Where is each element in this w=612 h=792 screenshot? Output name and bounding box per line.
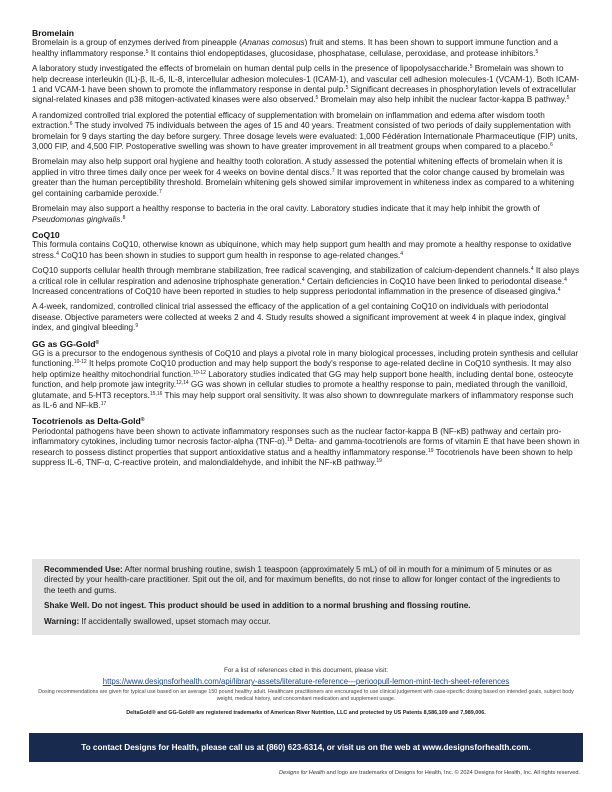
citation: 19: [427, 447, 434, 454]
citation: 6: [550, 142, 553, 149]
citation: 6: [69, 121, 73, 128]
contact-banner: To contact Designs for Health, please call us at (860) 623-6314, or visit us on the web at www.designsforhealth.com.: [29, 733, 583, 762]
coq10-paragraph-1: This formula contains CoQ10, otherwise known as ubiquinone, which may help support gum health and may promote a healthy response to oxidative stress.$^4$ CoQ10 has been shown in studies to support gum health in response to age-related changes.$^4$: [32, 240, 572, 260]
tocotrienols-paragraph-1: Periodontal pathogens have been shown to activate inflammatory responses such as the nuclear factor-kappa B (NF-κB) pathway and certain pro-inflammatory cytokines, including tumor necrosis factor-alpha (TNF-α).$^{18}$ Delta- and gamma-tocotrienols are forms of vitamin E that have been shown in research to possess distinct properties that support antioxidative status and a healthy inflammatory response.$^{19}$ Tocotrienols have been shown to help suppress IL-6, TNF-α, C-reactive protein, and malondialdehyde, and inhibit the NF-κB pathway.$^{19}$: [32, 426, 580, 468]
citation: 4: [301, 276, 305, 283]
usage-box: [32, 559, 580, 635]
coq10-heading: CoQ10: [32, 229, 60, 240]
citation: 12,14: [176, 380, 189, 387]
citation: 4: [557, 286, 561, 293]
citation: 9: [135, 323, 139, 330]
warning-label: Warning:: [44, 616, 80, 626]
references-block: [32, 667, 580, 717]
recommended-use: Recommended Use: After normal brushing routine, swish 1 teaspoon (approximately 5 mL) of oil in mouth for a minimum of 5 minutes or as directed by your health-care practitioner. Spit out the oil, and for maximum benefits, do not rinse to allow for longer contact of the ingredients to the teeth and gums.: [44, 565, 561, 595]
references-link[interactable]: https://www.designsforhealth.com/api/library-assets/literature-reference---perioopull-lemon-mint-tech-sheet-references: [102, 677, 510, 686]
registered-mark: ®: [140, 417, 145, 424]
gg-heading: GG as GG-Gold®: [32, 338, 100, 349]
main-content: [32, 28, 580, 473]
citation: 4: [564, 276, 567, 283]
species-name: Pseudomonas gingivalis: [32, 214, 121, 224]
citation: 19: [376, 458, 382, 465]
bromelain-section: [32, 28, 580, 225]
copyright-line: Designs for Health and logo are trademarks of Designs for Health, Inc. © 2024 Designs for Health, Inc. All rights reserved.: [278, 770, 580, 776]
coq10-paragraph-2: CoQ10 supports cellular health through membrane stabilization, free radical scavenging, and stabilization of calcium-dependent channels.$^4$ It also plays a critical role in cellular respiration and adenosine triphosphate generation.$^4$ Certain deficiencies in CoQ10 have been linked to periodontal disease.$^4$ Increased concentrations of CoQ10 have been reported in studies to help suppress periodontal inflammation in the presence of diseased gingiva.$^4$: [32, 266, 580, 296]
coq10-section: [32, 230, 580, 334]
bromelain-paragraph-2: A laboratory study investigated the effects of bromelain on human dental pulp cells in the presence of lipopolysaccharide.$^5$ Bromelain was shown to help decrease interleukin (IL)-β, IL-6, IL-8, intercellular adhesion molecules-1 (ICAM-1), and vascular cell adhesion molecules-1 (VCAM-1). Both ICAM-1 and VCAM-1 have been shown to promote the inflammatory response in dental pulp.$^5$ Significant decreases in phosphorylation levels of extracellular signal-related kinases and p38 mitogen-activated kinases were also observed.$^5$ Bromelain may also help inhibit the nuclear factor-kappa B pathway.$^5$: [32, 64, 580, 105]
warning: Warning: If accidentally swallowed, upset stomach may occur.: [44, 616, 271, 626]
citation: 17: [100, 401, 107, 407]
citation: 4: [400, 250, 404, 257]
citation: 5: [145, 48, 149, 55]
gg-paragraph-1: GG is a precursor to the endogenous synthesis of CoQ10 and plays a pivotal role in many biological processes, including protein synthesis and cellular functioning.$^{10-12}$ It helps promote CoQ10 production and may help support the body's response to age-related decline in CoQ10 synthesis. It may also help optimize healthy mitochondrial function.$^{10-12}$ Laboratory studies indicated that GG may help support bone health, including dental bone, osteocyte function, and help promote jaw integrity.$^{12,14}$ GG was shown in cellular studies to promote a healthy response to pain, mediated through the vanilloid, glutamate, and 5-HT3 receptors.$^{15,16}$ This may help support oral sensitivity. It was also shown to downregulate markers of inflammatory response such as IL-6 and NF-kB.$^{17}$: [32, 348, 579, 410]
tocotrienols-heading: Tocotrienols as Delta-Gold®: [32, 416, 145, 427]
citation: 10-12: [193, 369, 206, 376]
gg-section: [32, 339, 580, 412]
species-name: Ananas comosus: [241, 38, 305, 48]
bromelain-heading: Bromelain: [32, 28, 75, 38]
citation: 10-12: [73, 359, 87, 366]
citation: 15,16: [149, 390, 163, 397]
citation: 8: [122, 214, 126, 221]
citation: 7: [159, 188, 162, 195]
recommended-use-label: Recommended Use:: [44, 565, 123, 574]
citation: 4: [56, 250, 59, 257]
bromelain-paragraph-4: Bromelain may also help support oral hygiene and healthy tooth coloration. A study assessed the potential whitening effects of bromelain when it is applied in vitro three times daily once per week for 4 weeks on bovine dental discs.$^7$ It was reported that the color change caused by bromelain was greater than the human perceptibility threshold. Bromelain whitening gels showed similar improvement in whiteness index as compared to a whitening gel containing carbamide peroxide.$^7$: [32, 157, 575, 198]
registered-mark: ®: [95, 339, 100, 346]
bromelain-paragraph-5: Bromelain may also support a healthy response to bacteria in the oral cavity. Laboratory studies indicate that it may help inhibit the growth of Pseudomonas gingivalis.$^8$: [32, 204, 540, 224]
tocotrienols-section: [32, 416, 580, 468]
citation: 7: [331, 167, 335, 174]
coq10-paragraph-3: A 4-week, randomized, controlled clinical trial assessed the efficacy of the application of a gel containing CoQ10 on individuals with periodontal disease. Objective parameters were collected at weeks 2 and 4. Study results showed a significant improvement at week 4 in plaque index, gingival index, and gingival bleeding.$^9$: [32, 302, 566, 333]
citation: 5: [345, 85, 349, 92]
shake-well-notice: Shake Well. Do not ingest. This product should be used in addition to a normal brushing and flossing routine.: [44, 601, 471, 611]
bromelain-paragraph-1: Bromelain is a group of enzymes derived from pineapple (Ananas comosus) fruit and stems. It has been shown to support immune function and a healthy inflammatory response.$^5$ It contains thiol endopeptidases, glucosidase, phosphatase, cellulase, peroxidase, and protease inhibitors.$^5$: [32, 38, 559, 58]
citation: 5: [535, 48, 539, 55]
references-intro: For a list of references cited in this document, please visit:: [223, 667, 389, 674]
dosing-disclaimer: Dosing recommendations are given for typical use based on an average 150 pound healthy adult. Healthcare practitioners are encouraged to use clinical judgement with case-specific dosing based on intended goals, subject body weight, medical history, and concomitant medication and supplement usage.: [38, 689, 574, 702]
citation: 5: [315, 95, 319, 102]
brand-name: Designs for Health: [278, 770, 325, 776]
citation: 5: [566, 95, 570, 102]
citation: 5: [469, 64, 473, 71]
citation: 4: [530, 266, 534, 273]
trademark-notice: DeltaGold® and GG-Gold® are registered trademarks of American River Nutrition, LLC and protected by US Patents 8,586,109 and 7,989,006.: [126, 710, 486, 716]
citation: 18: [287, 437, 293, 444]
bromelain-paragraph-3: A randomized controlled trial explored the potential efficacy of supplementation with bromelain on inflammation and edema after wisdom tooth extraction.$^6$ The study involved 75 individuals between the ages of 15 and 40 years. Treatment consisted of two periods of daily supplementation with bromelain for 9 days starting the day before surgery. Three dosage levels were evaluated: 1,000 Fédération Internationale Pharmaceutique (FIP) units, 3,000 FIP, and 4,500 FIP. Postoperative swelling was shown to have greater improvement in all treatment groups when compared to a placebo.$^6$: [32, 110, 578, 152]
